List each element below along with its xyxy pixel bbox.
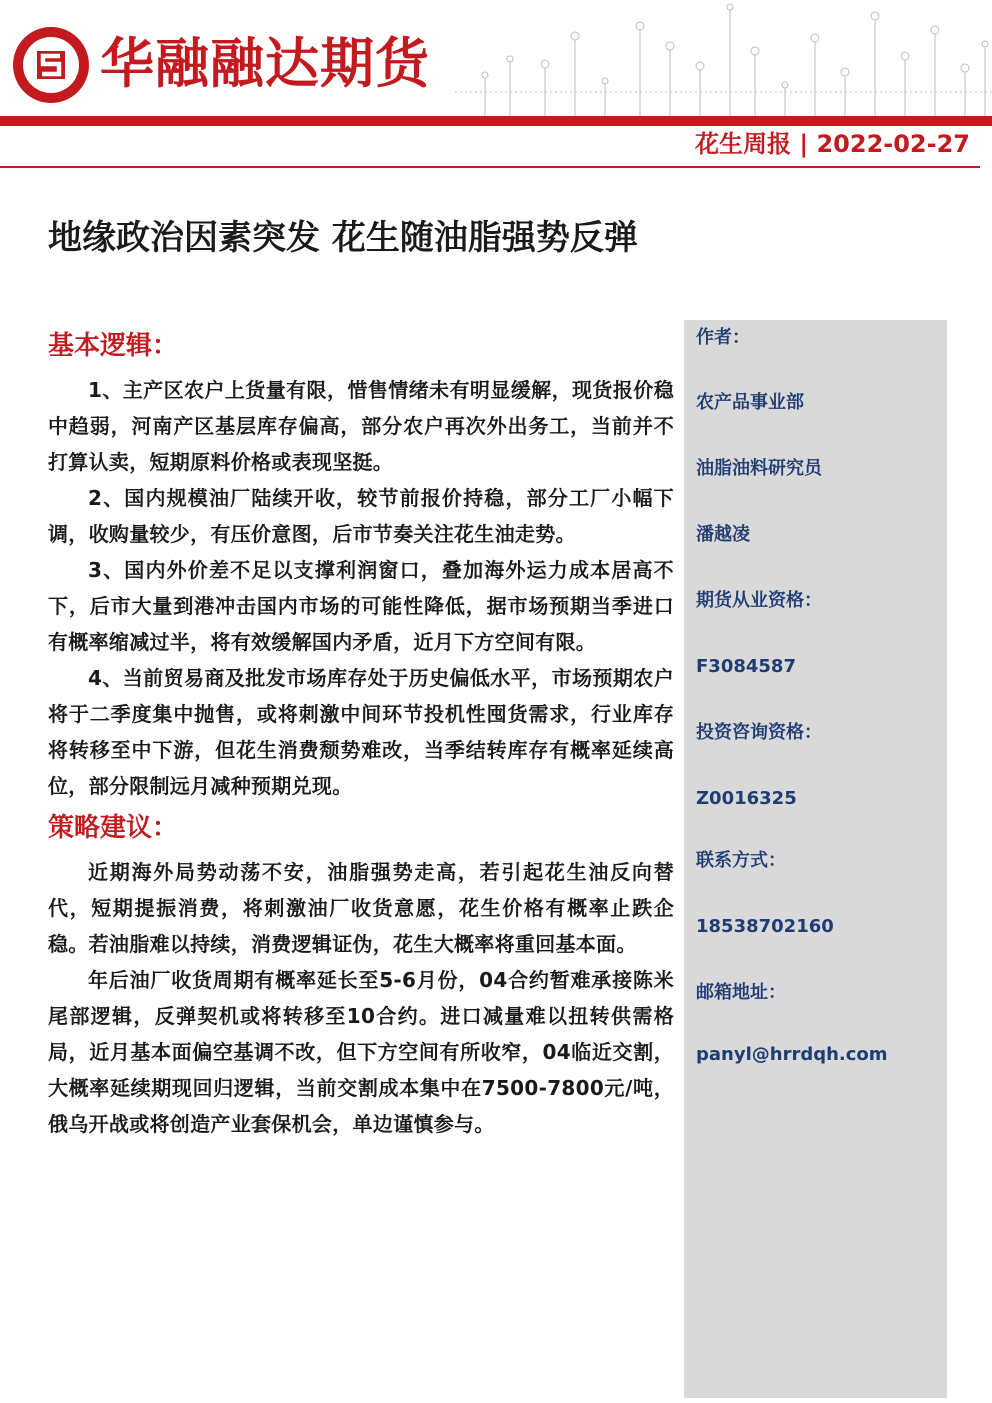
header-divider <box>0 166 980 168</box>
author-position: 油脂油料研究员 <box>696 458 822 479</box>
paragraph: 4、当前贸易商及批发市场库存处于历史偏低水平，市场预期农户将于二季度集中抛售，或将刺激中间环节投机性囤货需求，行业库存将转移至中下游，但花生消费颓势难改，当季结转库存有概率延续高位，部分限制远月减种预期兑现。 <box>48 666 674 798</box>
report-title: 地缘政治因素突发 花生随油脂强势反弹 <box>48 218 638 258</box>
section-heading-strategy: 策略建议： <box>48 813 179 843</box>
section-heading-basic-logic: 基本逻辑： <box>48 331 179 361</box>
author-label: 作者： <box>696 327 750 348</box>
contact-label: 联系方式： <box>696 850 786 871</box>
contact-phone: 18538702160 <box>696 916 834 937</box>
author-name: 潘越凌 <box>696 524 750 545</box>
circuit-decoration <box>455 0 992 116</box>
paragraph: 2、国内规模油厂陆续开收，较节前报价持稳，部分工厂小幅下调，收购量较少，有压价意图，后市节奏关注花生油走势。 <box>48 486 674 546</box>
main-content <box>48 326 674 1142</box>
author-sidebar <box>684 320 947 1398</box>
brand-name: 华融融达期货 <box>100 32 430 95</box>
company-logo-icon <box>10 24 92 106</box>
report-tag: 花生周报 | 2022-02-27 <box>695 130 970 158</box>
paragraph: 1、主产区农户上货量有限，惜售情绪未有明显缓解，现货报价稳中趋弱，河南产区基层库存偏高，部分农户再次外出务工，当前并不打算认卖，短期原料价格或表现坚挺。 <box>48 378 674 474</box>
paragraph: 3、国内外价差不足以支撑利润窗口，叠加海外运力成本居高不下，后市大量到港冲击国内市场的可能性降低，据市场预期当季进口有概率缩减过半，将有效缓解国内矛盾，近月下方空间有限。 <box>48 558 674 654</box>
email-label: 邮箱地址： <box>696 982 786 1003</box>
paragraph: 近期海外局势动荡不安，油脂强势走高，若引起花生油反向替代，短期提振消费，将刺激油厂收货意愿，花生价格有概率止跌企稳。若油脂难以持续，消费逻辑证伪，花生大概率将重回基本面。 <box>48 860 674 956</box>
header-red-band <box>0 116 992 126</box>
futures-qualification-value: F3084587 <box>696 656 796 677</box>
page-header <box>0 0 992 116</box>
futures-qualification-label: 期货从业资格： <box>696 590 822 611</box>
paragraph: 年后油厂收货周期有概率延长至5-6月份，04合约暂难承接陈米尾部逻辑，反弹契机或将转移至10合约。进口减量难以扭转供需格局，近月基本面偏空基调不改，但下方空间有所收窄，04临近交割，大概率延续期现回归逻辑，当前交割成本集中在7500-7800元/吨，俄乌开战或将创造产业套保机会，单边谨慎参与。 <box>48 968 674 1136</box>
consulting-qualification-label: 投资咨询资格： <box>696 722 822 743</box>
email-link[interactable]: panyl@hrrdqh.com <box>696 1044 888 1065</box>
consulting-qualification-value: Z0016325 <box>696 788 797 809</box>
author-department: 农产品事业部 <box>696 392 804 413</box>
